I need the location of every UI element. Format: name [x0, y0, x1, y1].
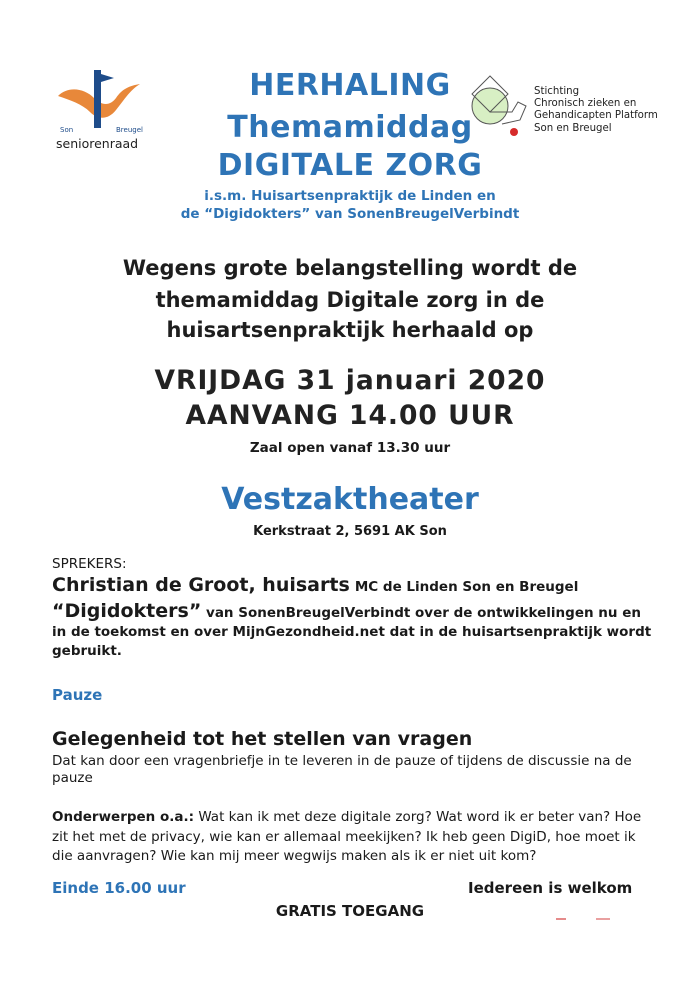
- title-line-3: DIGITALE ZORG: [217, 148, 483, 183]
- speaker-1: [52, 574, 578, 596]
- title-line-2: Themamiddag: [227, 110, 473, 145]
- lead-line-2: themamiddag Digitale zorg in de: [155, 288, 545, 312]
- lead-line-3: huisartsenpraktijk herhaald op: [166, 318, 534, 342]
- seniorenraad-emblem-icon: [54, 68, 146, 130]
- title-line-1: HERHALING: [249, 68, 451, 103]
- speaker-2-name: “Digidokters”: [52, 600, 202, 622]
- venue-address: Kerkstraat 2, 5691 AK Son: [253, 524, 447, 539]
- logo-small-son: Son: [60, 126, 74, 134]
- logo-small-breugel: Breugel: [116, 126, 143, 134]
- seniorenraad-logo: [50, 68, 150, 158]
- cgp-org-name: [534, 86, 658, 135]
- scan-speck: [556, 918, 566, 920]
- speaker-2: [52, 602, 652, 661]
- lead-line-1: Wegens grote belangstelling wordt de: [122, 256, 578, 280]
- speaker-1-name: Christian de Groot, huisarts: [52, 574, 350, 596]
- cgp-line: Gehandicapten Platform: [534, 110, 658, 122]
- topics-text: Wat kan ik met deze digitale zorg? Wat word ik er beter van? Hoe zit het met de privacy, wie kan er allemaal meekijken? Ik heb geen DigiD, hoe moet ik die aanvragen? Wie kan mij meer wegwijs maken als ik er niet uit kom?: [52, 809, 642, 864]
- speaker-1-affiliation: MC de Linden Son en Breugel: [354, 579, 579, 595]
- partner-line-1: i.s.m. Huisartsenpraktijk de Linden en: [204, 188, 496, 204]
- topics-paragraph: [52, 808, 652, 867]
- scan-speck: [596, 918, 610, 920]
- cgp-line: Stichting: [534, 86, 580, 97]
- seniorenraad-name: seniorenraad: [56, 136, 139, 151]
- topics-label: Onderwerpen o.a.:: [52, 809, 195, 825]
- speaker-2-description: van SonenBreugelVerbindt over de ontwikkelingen nu en in de toekomst en over MijnGezondheid.net dat in de huisartsenpraktijk wordt gebruikt.: [52, 605, 652, 659]
- venue-name: Vestzaktheater: [221, 482, 479, 517]
- partner-line-2: de “Digidokters” van SonenBreugelVerbindt: [180, 206, 520, 222]
- welcome-text: Iedereen is welkom: [468, 879, 633, 897]
- cgp-line: Son en Breugel: [534, 122, 612, 134]
- questions-text: Dat kan door een vragenbriefje in te leveren in de pauze of tijdens de discussie na de pauze: [52, 753, 632, 786]
- speakers-label: SPREKERS:: [52, 556, 127, 572]
- cgp-line: Chronisch zieken en: [534, 98, 637, 110]
- end-time: Einde 16.00 uur: [52, 879, 186, 897]
- questions-heading: Gelegenheid tot het stellen van vragen: [52, 728, 473, 750]
- free-entry: GRATIS TOEGANG: [275, 902, 425, 920]
- pause-label: Pauze: [52, 686, 103, 704]
- event-date: VRIJDAG 31 januari 2020: [154, 365, 546, 396]
- event-start-time: AANVANG 14.00 UUR: [185, 400, 515, 431]
- doors-open: Zaal open vanaf 13.30 uur: [249, 440, 451, 456]
